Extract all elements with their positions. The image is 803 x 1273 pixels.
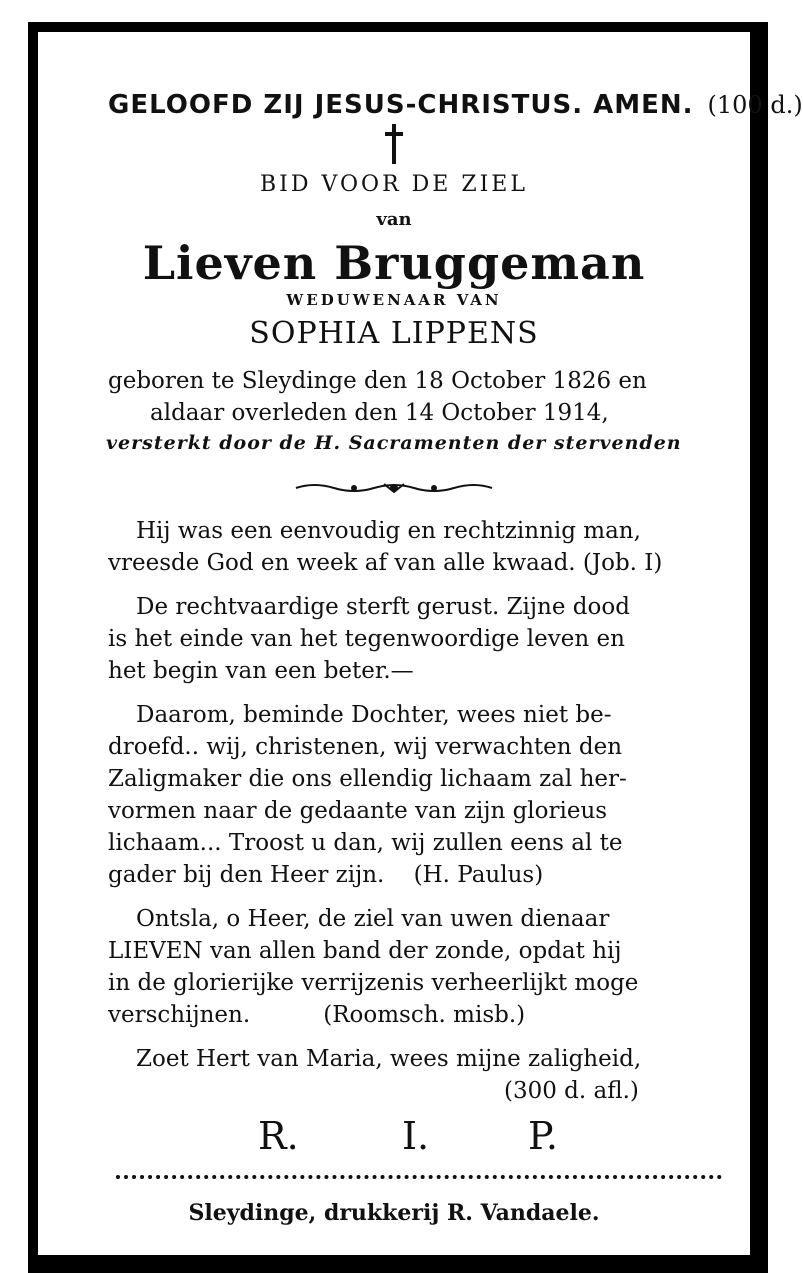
paragraph-line: het begin van een beter.— bbox=[108, 658, 414, 684]
header-motto: GELOOFD ZIJ JESUS-CHRISTUS. AMEN. bbox=[108, 90, 694, 120]
paragraph-line: LIEVEN van allen band der zonde, opdat hij bbox=[108, 938, 622, 964]
rip-i: I. bbox=[402, 1114, 430, 1158]
header bbox=[108, 90, 803, 120]
printer-footer: Sleydinge, drukkerij R. Vandaele. bbox=[188, 1200, 600, 1226]
paragraph-line: Hij was een eenvoudig en rechtzinnig man, bbox=[136, 518, 641, 544]
paragraph-line: (300 d. afl.) bbox=[504, 1078, 639, 1104]
paragraph-line: droefd.. wij, christenen, wij verwachten den bbox=[108, 734, 623, 760]
paragraph-line: Zaligmaker die ons ellendig lichaam zal her- bbox=[108, 766, 627, 792]
paragraph-line: De rechtvaardige sterft gerust. Zijne dood bbox=[136, 594, 630, 620]
paragraph-line: vreesde God en week af van alle kwaad. (Job. I) bbox=[108, 550, 663, 576]
sacraments-line: versterkt door de H. Sacramenten der stervenden bbox=[106, 432, 682, 454]
status-label: WEDUWENAAR VAN bbox=[286, 291, 502, 309]
paragraph-line: Zoet Hert van Maria, wees mijne zaligheid, bbox=[136, 1046, 642, 1072]
paragraph-line: verschijnen. (Roomsch. misb.) bbox=[108, 1002, 526, 1028]
spouse-name: SOPHIA LIPPENS bbox=[249, 316, 539, 351]
death-line: aldaar overleden den 14 October 1914, bbox=[150, 400, 609, 426]
deceased-name: Lieven Bruggeman bbox=[142, 236, 646, 290]
paragraph-line: gader bij den Heer zijn. (H. Paulus) bbox=[108, 862, 544, 888]
decorative-flourish-icon bbox=[38, 480, 750, 501]
paragraph-line: Ontsla, o Heer, de ziel van uwen dienaar bbox=[136, 906, 610, 932]
paragraph-line: vormen naar de gedaante van zijn glorieus bbox=[108, 798, 608, 824]
birth-line: geboren te Sleydinge den 18 October 1826 en bbox=[108, 368, 647, 394]
header-indulgence: (100 d.) bbox=[707, 91, 803, 119]
dotted-divider bbox=[116, 1175, 722, 1179]
bid-voor-de-ziel: BID VOOR DE ZIEL bbox=[260, 172, 528, 197]
rip-p: P. bbox=[528, 1114, 558, 1158]
latin-cross-icon bbox=[38, 124, 750, 171]
paragraph-line: lichaam... Troost u dan, wij zullen eens al te bbox=[108, 830, 623, 856]
paragraph-line: Daarom, beminde Dochter, wees niet be- bbox=[136, 702, 612, 728]
van-label: van bbox=[376, 209, 412, 230]
memorial-card bbox=[28, 22, 803, 1273]
paragraph-line: is het einde van het tegenwoordige leven en bbox=[108, 626, 625, 652]
rip-r: R. bbox=[258, 1114, 299, 1158]
paragraph-line: in de glorierijke verrijzenis verheerlijkt moge bbox=[108, 970, 639, 996]
